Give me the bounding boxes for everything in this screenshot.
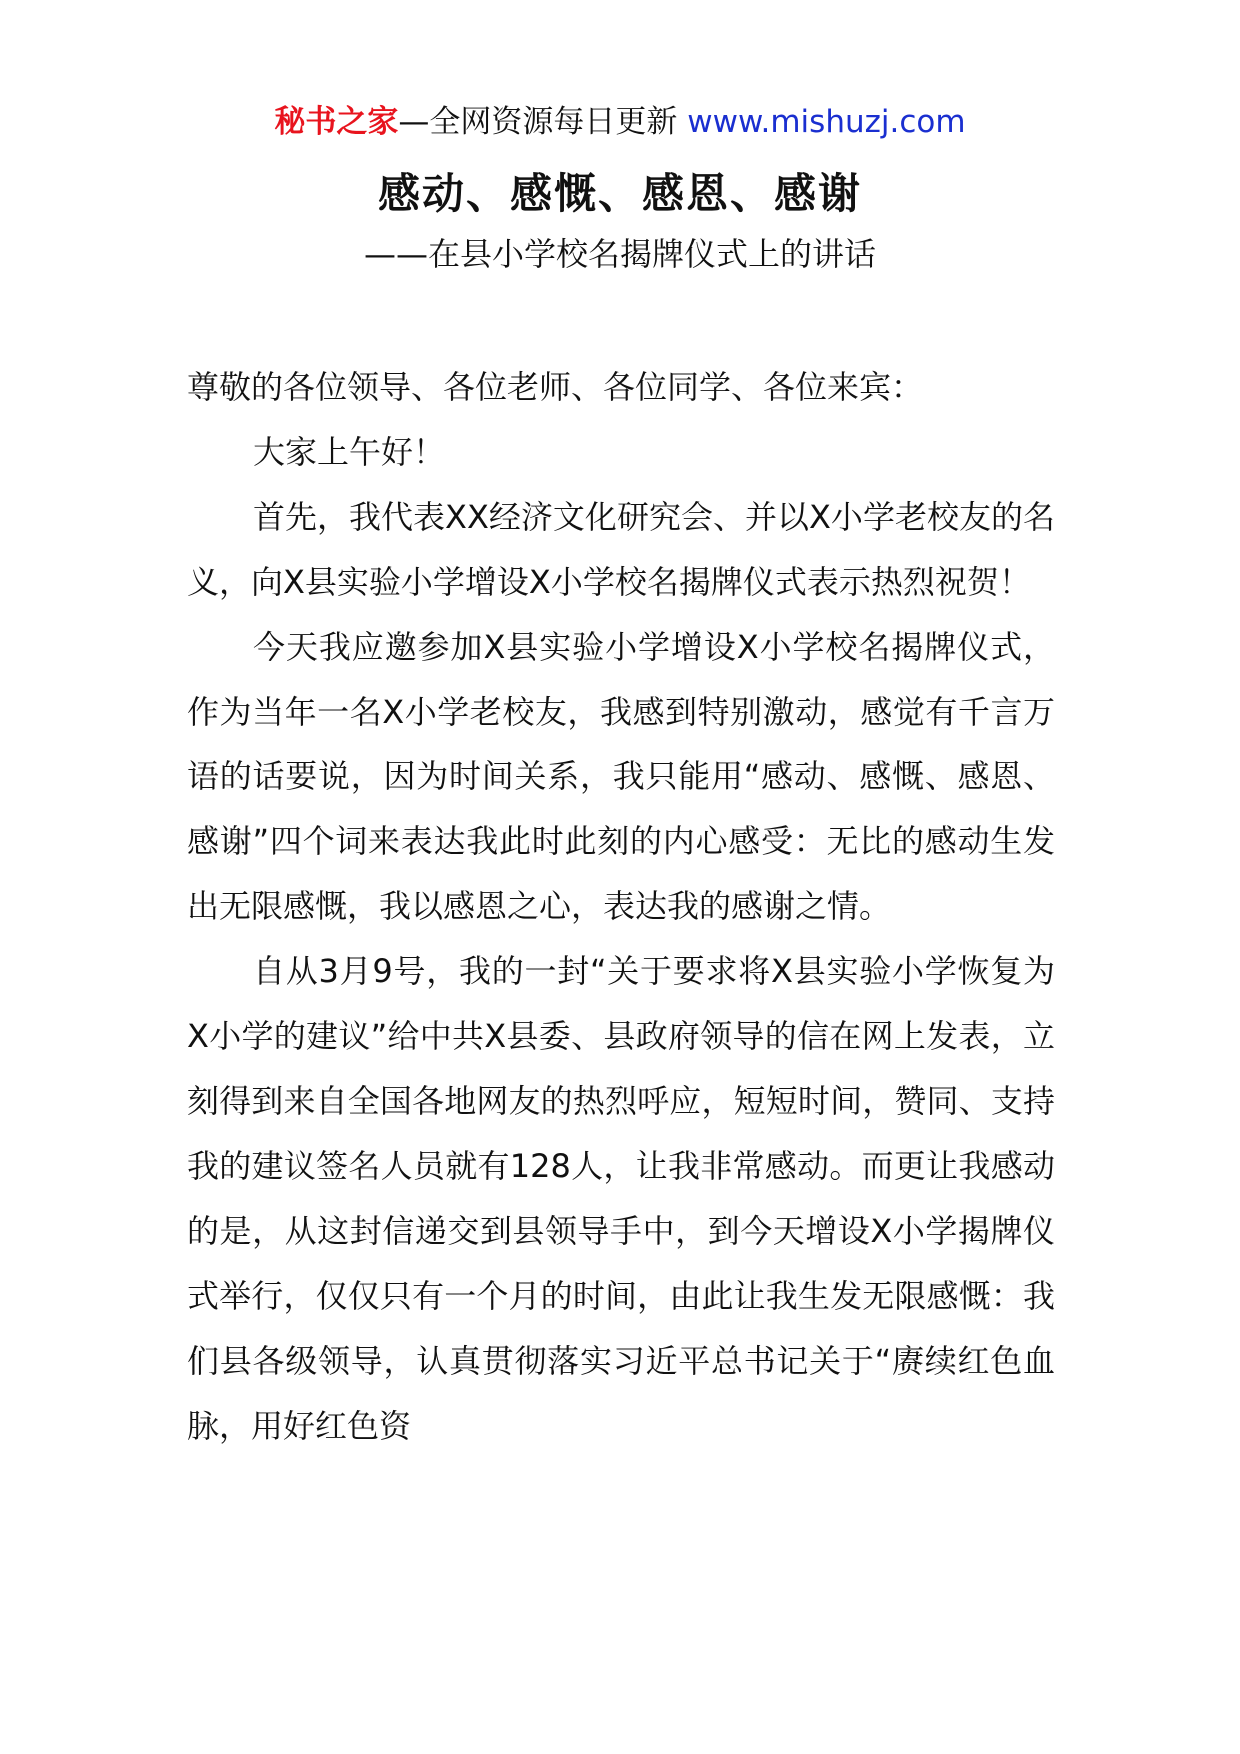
paragraph-background: 自从3月9号，我的一封“关于要求将X县实验小学恢复为X小学的建议”给中共X县委、县政府领导的信在网上发表，立刻得到来自全国各地网友的热烈呼应，短短时间，赞同、支持我的建议签名人员就有128人，让我非常感动。而更让我感动的是，从这封信递交到县领导手中，到今天增设X小学揭牌仪式举行，仅仅只有一个月的时间，由此让我生发无限感慨：我们县各级领导，认真贯彻落实习近平总书记关于“赓续红色血脉，用好红色资 (187, 952, 1055, 1445)
salutation: 尊敬的各位领导、各位老师、各位同学、各位来宾： (187, 368, 924, 406)
paragraph-feelings: 今天我应邀参加X县实验小学增设X小学校名揭牌仪式，作为当年一名X小学老校友，我感到特别激动，感觉有千言万语的话要说，因为时间关系，我只能用“感动、感慨、感恩、感谢”四个词来表达我此时此刻的内心感受：无比的感动生发出无限感慨，我以感恩之心，表达我的感谢之情。 (187, 627, 1055, 926)
document-title: 感动、感慨、感恩、感谢 (377, 169, 862, 218)
paragraph-congratulations: 首先，我代表XX经济文化研究会、并以X小学老校友的名义，向X县实验小学增设X小学校名揭牌仪式表示热烈祝贺！ (187, 497, 1055, 601)
site-tagline: —全网资源每日更新 (398, 104, 688, 140)
site-brand: 秘书之家 (274, 104, 399, 140)
site-url-link[interactable]: www.mishuzj.com (687, 104, 966, 140)
paragraph-greeting: 大家上午好！ (253, 432, 446, 471)
document-subtitle: ——在县小学校名揭牌仪式上的讲话 (363, 235, 876, 273)
site-header (0, 100, 1240, 144)
document-body (187, 355, 1055, 1458)
